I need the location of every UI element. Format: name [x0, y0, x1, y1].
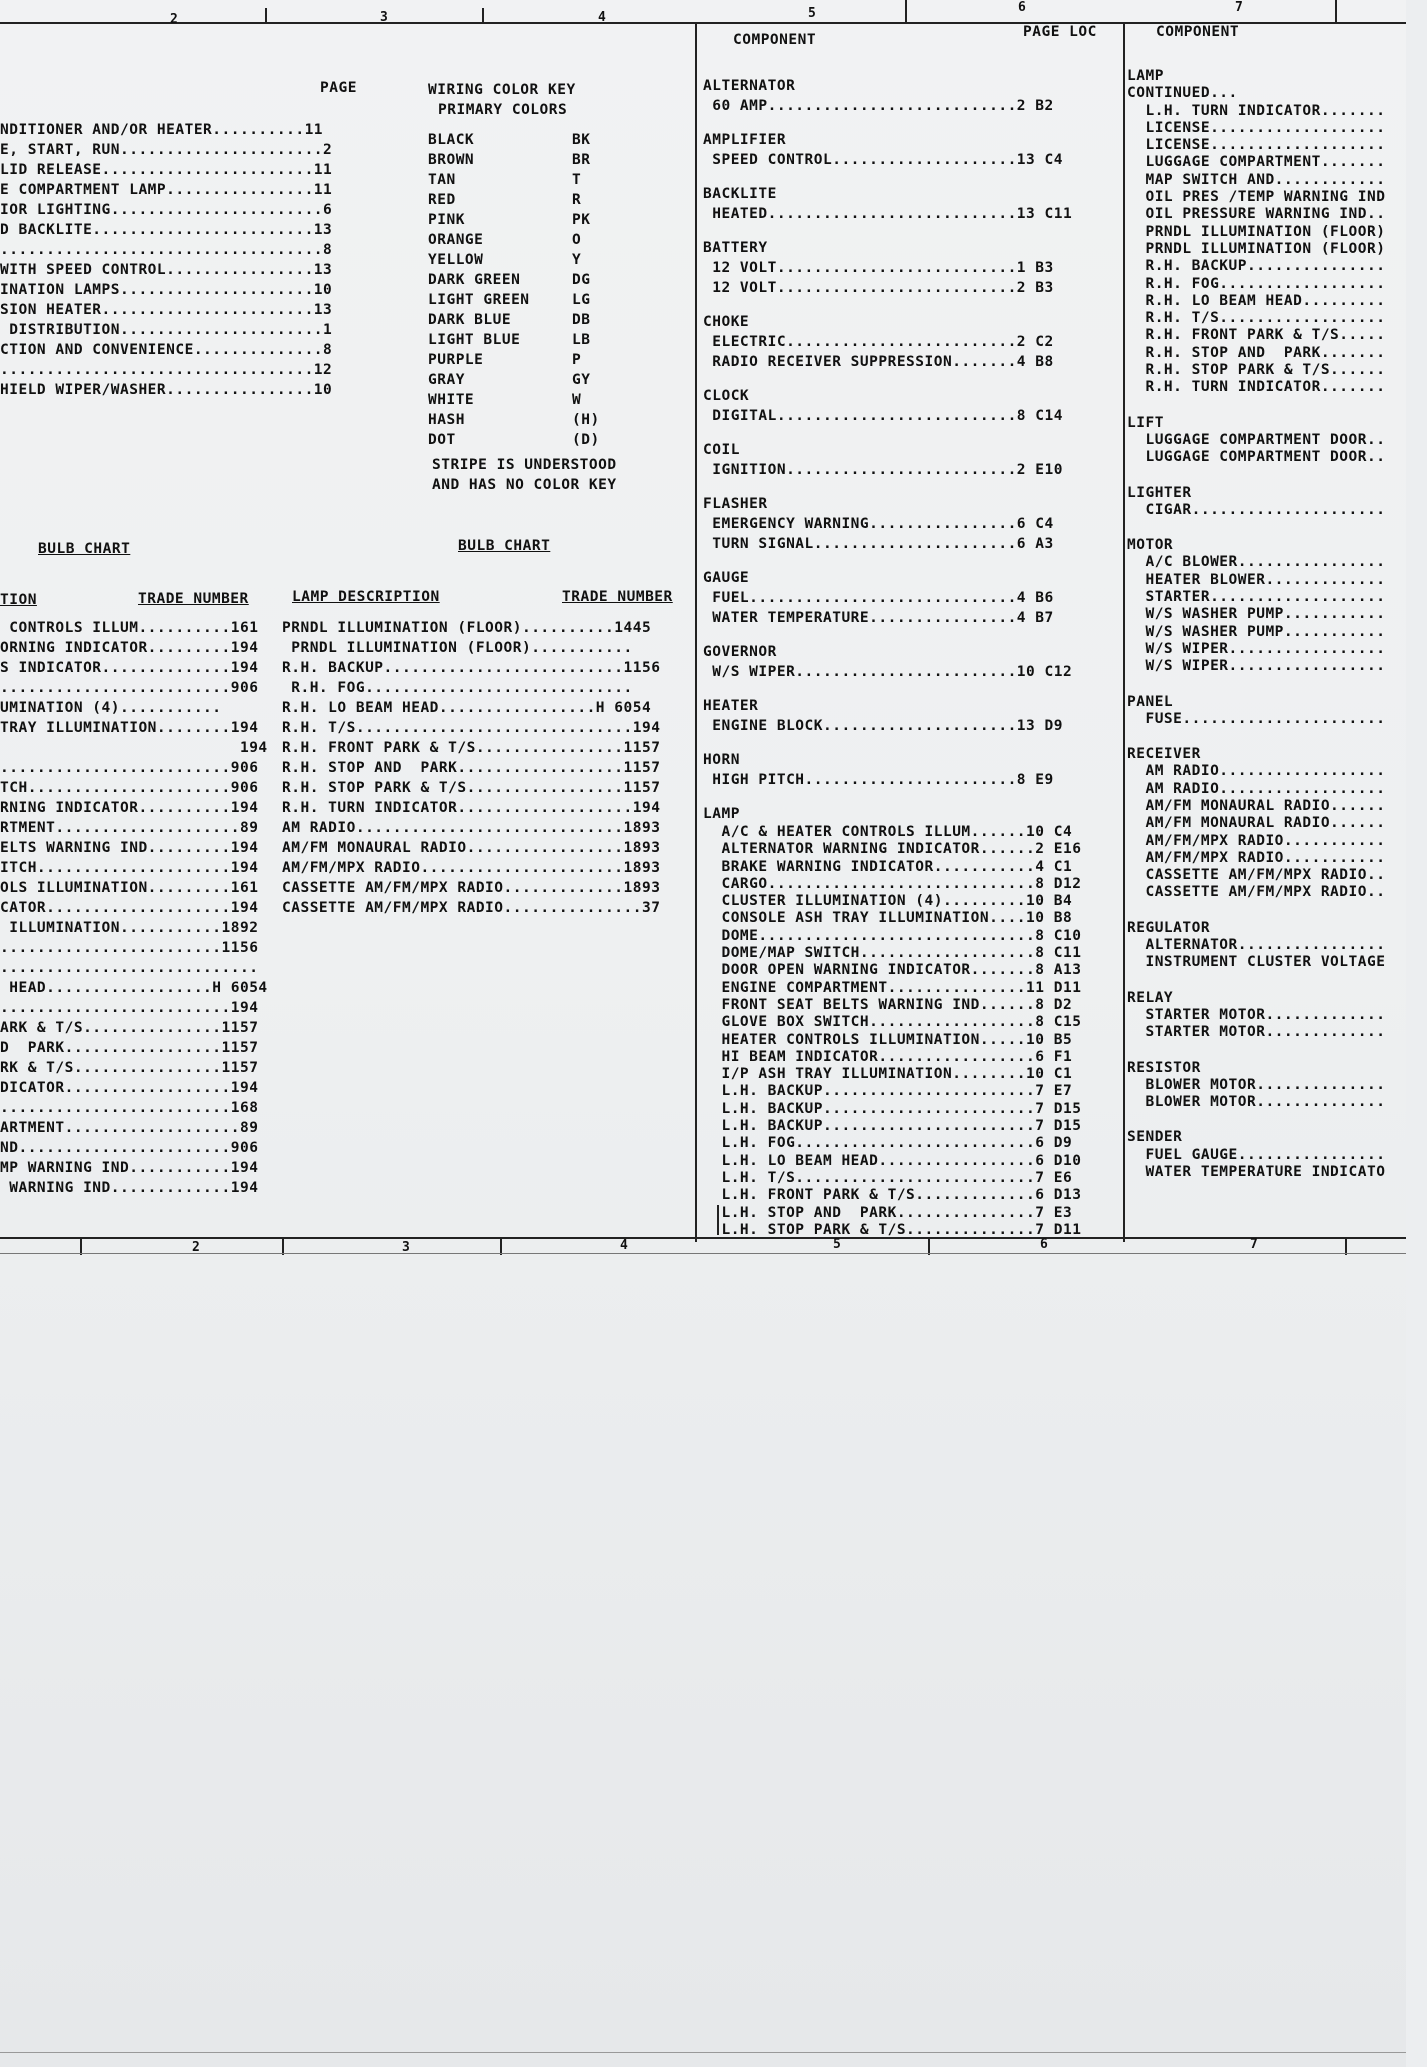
list-item: COIL	[703, 442, 740, 458]
list-item: LIFT	[1127, 414, 1164, 431]
color-code: (D)	[572, 432, 600, 448]
bottom-number: 4	[620, 1238, 628, 1253]
table-row: PRNDL ILLUMINATION (FLOOR)...........	[282, 640, 633, 656]
list-item: HEATER	[703, 698, 759, 714]
list-item: HEATER CONTROLS ILLUMINATION.....10 B5	[703, 1031, 1073, 1048]
list-item: HEATER BLOWER.............	[1127, 571, 1386, 588]
table-row: R.H. FRONT PARK & T/S................1157	[282, 740, 661, 756]
color-code: (H)	[572, 412, 600, 428]
list-item	[703, 554, 1133, 568]
color-code: P	[572, 352, 582, 368]
table-row: OLS ILLUMINATION.........161	[0, 880, 259, 896]
bulb-chart-header-description: LAMP DESCRIPTION	[292, 589, 440, 605]
component-index-rows	[703, 76, 1133, 1239]
bottom-line	[0, 1253, 1406, 1254]
table-row: AM/FM MONAURAL RADIO.................1893	[282, 840, 661, 856]
color-name: PINK	[428, 212, 465, 228]
list-item: 12 VOLT..........................2 B3	[703, 280, 1054, 296]
color-name: LIGHT BLUE	[428, 332, 521, 348]
color-key-title: WIRING COLOR KEY	[428, 82, 576, 98]
list-item	[1127, 1111, 1427, 1129]
color-code: T	[572, 172, 582, 188]
list-item: STARTER...................	[1127, 589, 1386, 606]
list-item: INSTRUMENT CLUSTER VOLTAGE	[1127, 954, 1386, 971]
list-item	[703, 170, 1133, 184]
table-row: .........................906	[0, 680, 259, 696]
bottom-number: 7	[1250, 1237, 1258, 1252]
list-item: W/S WIPER........................10 C12	[703, 664, 1073, 680]
list-item: R.H. FRONT PARK & T/S.....	[1127, 327, 1386, 344]
table-row: CASSETTE AM/FM/MPX RADIO.............1893	[282, 880, 661, 896]
table-row: ARTMENT...................89	[0, 1120, 259, 1136]
table-row: R.H. TURN INDICATOR...................194	[282, 800, 661, 816]
list-item: MOTOR	[1127, 537, 1174, 554]
list-item: CTION AND CONVENIENCE..............8	[0, 342, 333, 358]
list-item: PANEL	[1127, 693, 1174, 710]
color-code: DB	[572, 312, 591, 328]
list-item: ALTERNATOR	[703, 78, 796, 94]
list-item: L.H. FOG..........................6 D9	[703, 1135, 1073, 1152]
table-row: TCH......................906	[0, 780, 259, 796]
list-item: 12 VOLT..........................1 B3	[703, 260, 1054, 276]
list-item: L.H. T/S..........................7 E6	[703, 1169, 1073, 1186]
top-number: 3	[380, 10, 388, 25]
list-item	[703, 628, 1133, 642]
table-row: .........................168	[0, 1100, 259, 1116]
table-row: R.H. T/S..............................194	[282, 720, 661, 736]
list-item: SION HEATER.......................13	[0, 302, 333, 318]
list-item: RADIO RECEIVER SUPPRESSION.......4 B8	[703, 354, 1054, 370]
table-row: ND.......................906	[0, 1140, 259, 1156]
index-list	[0, 120, 350, 410]
color-code: LG	[572, 292, 591, 308]
table-row: ............................	[0, 960, 259, 976]
bottom-number: 6	[1040, 1237, 1048, 1252]
list-item: PRNDL ILLUMINATION (FLOOR)	[1127, 240, 1386, 257]
top-tick	[905, 0, 907, 24]
list-item	[703, 790, 1133, 804]
list-item: L.H. BACKUP.......................7 E7	[703, 1083, 1073, 1100]
list-item: ...................................8	[0, 242, 333, 258]
color-code: DG	[572, 272, 591, 288]
list-item: IOR LIGHTING.......................6	[0, 202, 333, 218]
list-item: AM RADIO..................	[1127, 763, 1386, 780]
table-row: RTMENT....................89	[0, 820, 259, 836]
list-item: DOME/MAP SWITCH...................8 C11	[703, 945, 1082, 962]
list-item: PRNDL ILLUMINATION (FLOOR)	[1127, 223, 1386, 240]
list-item: WITH SPEED CONTROL................13	[0, 262, 333, 278]
list-item: BLOWER MOTOR..............	[1127, 1094, 1386, 1111]
list-item: R.H. FOG..................	[1127, 275, 1386, 292]
list-item: D BACKLITE........................13	[0, 222, 333, 238]
color-name: DARK GREEN	[428, 272, 521, 288]
list-item: L.H. BACKUP.......................7 D15	[703, 1100, 1082, 1117]
index-list-items	[0, 120, 360, 400]
bulb-chart-2-row-stack	[282, 618, 702, 918]
list-item: LIGHTER	[1127, 484, 1192, 501]
table-row: AM/FM/MPX RADIO......................1893	[282, 860, 661, 876]
bulb-chart-title: BULB CHART	[458, 538, 551, 554]
component-header: COMPONENT	[1156, 24, 1240, 40]
bulb-chart-2-rows	[282, 618, 695, 928]
bulb-chart-1-row-stack	[0, 618, 290, 1198]
list-item: SPEED CONTROL....................13 C4	[703, 152, 1063, 168]
color-key-names	[428, 130, 530, 450]
list-item: CONTINUED...	[1127, 85, 1238, 102]
list-item	[1127, 467, 1427, 485]
list-item: DOOR OPEN WARNING INDICATOR.......8 A13	[703, 962, 1082, 979]
list-item: HEATED...........................13 C11	[703, 206, 1073, 222]
color-name: BROWN	[428, 152, 475, 168]
list-item	[703, 736, 1133, 750]
list-item	[703, 426, 1133, 440]
table-row: UMINATION (4)...........	[0, 700, 222, 716]
list-item: REGULATOR	[1127, 919, 1211, 936]
list-item	[703, 372, 1133, 386]
bottom-number: 2	[192, 1240, 200, 1255]
color-name: TAN	[428, 172, 456, 188]
list-item: W/S WIPER.................	[1127, 640, 1386, 657]
list-item: L.H. STOP PARK & T/S..............7 D11	[703, 1221, 1082, 1238]
list-item: CHOKE	[703, 314, 750, 330]
color-code: BR	[572, 152, 591, 168]
list-item: RECEIVER	[1127, 746, 1201, 763]
list-item: EMERGENCY WARNING................6 C4	[703, 516, 1054, 532]
bulb-chart-header-description: TION	[0, 592, 37, 608]
page-loc-header: PAGE LOC	[1023, 24, 1097, 40]
list-item: E, START, RUN......................2	[0, 142, 333, 158]
list-item: LAMP	[1127, 68, 1164, 84]
list-item	[1127, 902, 1427, 920]
table-row: R.H. BACKUP..........................1156	[282, 660, 661, 676]
list-item: R.H. STOP PARK & T/S......	[1127, 362, 1386, 379]
table-row: HEAD..................H 6054	[0, 980, 268, 996]
color-code: BK	[572, 132, 591, 148]
list-item: DISTRIBUTION......................1	[0, 322, 333, 338]
color-code: PK	[572, 212, 591, 228]
list-item: CONSOLE ASH TRAY ILLUMINATION....10 B8	[703, 910, 1073, 927]
bulb-chart-title: BULB CHART	[38, 541, 131, 557]
list-item: LICENSE...................	[1127, 137, 1386, 154]
list-item: HORN	[703, 752, 740, 768]
list-item: ALTERNATOR WARNING INDICATOR......2 E16	[703, 841, 1082, 858]
table-row: CASSETTE AM/FM/MPX RADIO...............37	[282, 900, 661, 916]
list-item: FLASHER	[703, 496, 768, 512]
list-item: A/C BLOWER................	[1127, 554, 1386, 571]
table-row: RK & T/S................1157	[0, 1060, 259, 1076]
color-name: HASH	[428, 412, 465, 428]
table-row: PRNDL ILLUMINATION (FLOOR)..........1445	[282, 620, 652, 636]
table-row: ORNING INDICATOR.........194	[0, 640, 259, 656]
color-name: RED	[428, 192, 456, 208]
table-row: CONTROLS ILLUM..........161	[0, 620, 259, 636]
list-item: LUGGAGE COMPARTMENT DOOR..	[1127, 449, 1386, 466]
list-item: WATER TEMPERATURE................4 B7	[703, 610, 1054, 626]
list-item	[1127, 519, 1427, 537]
table-row: D PARK.................1157	[0, 1040, 259, 1056]
list-item: LUGGAGE COMPARTMENT.......	[1127, 154, 1386, 171]
list-item: CASSETTE AM/FM/MPX RADIO..	[1127, 867, 1386, 884]
bottom-number: 5	[833, 1237, 841, 1252]
page-bottom-edge	[0, 2052, 1406, 2053]
blank-page-area	[0, 1256, 1406, 2036]
list-item: OIL PRESSURE WARNING IND..	[1127, 206, 1386, 223]
list-item: R.H. LO BEAM HEAD.........	[1127, 292, 1386, 309]
component-index-continued	[1127, 68, 1406, 1218]
list-item: SENDER	[1127, 1129, 1183, 1146]
color-name: ORANGE	[428, 232, 484, 248]
table-row: 194	[0, 740, 268, 756]
list-item: LICENSE...................	[1127, 119, 1386, 136]
list-item: GAUGE	[703, 570, 750, 586]
top-number: 6	[1018, 0, 1026, 15]
index-page-header: PAGE	[320, 80, 357, 96]
list-item: AM RADIO..................	[1127, 780, 1386, 797]
list-item: R.H. TURN INDICATOR.......	[1127, 379, 1386, 396]
table-row: R.H. STOP AND PARK..................1157	[282, 760, 661, 776]
color-name: GRAY	[428, 372, 465, 388]
top-number: 5	[808, 6, 816, 21]
list-item: CASSETTE AM/FM/MPX RADIO..	[1127, 884, 1386, 901]
list-item: AM/FM MONAURAL RADIO......	[1127, 797, 1386, 814]
top-tick	[1335, 0, 1337, 24]
bulb-chart-header-trade-number: TRADE NUMBER	[138, 591, 249, 607]
list-item: CLUSTER ILLUMINATION (4).........10 B4	[703, 893, 1073, 910]
table-row: R.H. LO BEAM HEAD.................H 6054	[282, 700, 652, 716]
list-item: BLOWER MOTOR..............	[1127, 1076, 1386, 1093]
list-item: L.H. STOP AND PARK...............7 E3	[703, 1204, 1073, 1221]
table-row: ARK & T/S...............1157	[0, 1020, 259, 1036]
list-item: STARTER MOTOR.............	[1127, 1006, 1386, 1023]
color-key-codes	[572, 130, 600, 450]
list-item: AM/FM/MPX RADIO...........	[1127, 832, 1386, 849]
list-item: W/S WASHER PUMP...........	[1127, 606, 1386, 623]
table-row: ........................1156	[0, 940, 259, 956]
list-item: W/S WASHER PUMP...........	[1127, 623, 1386, 640]
list-item: GLOVE BOX SWITCH..................8 C15	[703, 1014, 1082, 1031]
list-item: L.H. BACKUP.......................7 D15	[703, 1118, 1082, 1135]
list-item: FRONT SEAT BELTS WARNING IND......8 D2	[703, 996, 1073, 1013]
list-item: R.H. BACKUP...............	[1127, 258, 1386, 275]
top-tick	[265, 8, 267, 24]
list-item: FUEL.............................4 B6	[703, 590, 1054, 606]
table-row: .........................194	[0, 1000, 259, 1016]
list-item	[1127, 397, 1427, 415]
table-row: S INDICATOR..............194	[0, 660, 259, 676]
list-item: CARGO.............................8 D12	[703, 875, 1082, 892]
table-row: DICATOR..................194	[0, 1080, 259, 1096]
table-row: .........................906	[0, 760, 259, 776]
color-name: WHITE	[428, 392, 475, 408]
list-item: IGNITION.........................2 E10	[703, 462, 1063, 478]
table-row: AM RADIO.............................1893	[282, 820, 661, 836]
list-item: HIELD WIPER/WASHER................10	[0, 382, 333, 398]
table-row: WARNING IND.............194	[0, 1180, 259, 1196]
list-item: L.H. LO BEAM HEAD.................6 D10	[703, 1152, 1082, 1169]
list-item: AM/FM MONAURAL RADIO......	[1127, 815, 1386, 832]
color-name: BLACK	[428, 132, 475, 148]
color-name: DARK BLUE	[428, 312, 512, 328]
list-item: DIGITAL..........................8 C14	[703, 408, 1063, 424]
table-row: R.H. FOG.............................	[282, 680, 633, 696]
list-item: ..................................12	[0, 362, 333, 378]
color-code: R	[572, 192, 582, 208]
table-row: TRAY ILLUMINATION........194	[0, 720, 259, 736]
list-item: TURN SIGNAL......................6 A3	[703, 536, 1054, 552]
list-item: W/S WIPER.................	[1127, 658, 1386, 675]
color-name: LIGHT GREEN	[428, 292, 530, 308]
list-item: I/P ASH TRAY ILLUMINATION........10 C1	[703, 1066, 1073, 1083]
list-item	[703, 116, 1133, 130]
color-code: LB	[572, 332, 591, 348]
bottom-number: 3	[402, 1240, 410, 1255]
list-item: FUEL GAUGE................	[1127, 1146, 1386, 1163]
list-item: HIGH PITCH.......................8 E9	[703, 772, 1054, 788]
list-item: STARTER MOTOR.............	[1127, 1024, 1386, 1041]
color-code: O	[572, 232, 582, 248]
list-item: INATION LAMPS.....................10	[0, 282, 333, 298]
list-item	[1127, 676, 1427, 694]
table-row: ILLUMINATION...........1892	[0, 920, 259, 936]
list-item: ENGINE BLOCK.....................13 D9	[703, 718, 1063, 734]
list-item: HI BEAM INDICATOR.................6 F1	[703, 1048, 1073, 1065]
list-item: AM/FM/MPX RADIO...........	[1127, 849, 1386, 866]
list-item: RELAY	[1127, 989, 1174, 1006]
color-code: Y	[572, 252, 582, 268]
list-item	[1127, 728, 1427, 746]
list-item: LID RELEASE.......................11	[0, 162, 333, 178]
table-row: R.H. STOP PARK & T/S.................1157	[282, 780, 661, 796]
list-item: L.H. TURN INDICATOR.......	[1127, 102, 1386, 119]
list-item: L.H. FRONT PARK & T/S.............6 D13	[703, 1187, 1082, 1204]
list-item: OIL PRES /TEMP WARNING IND	[1127, 189, 1386, 206]
list-item: BATTERY	[703, 240, 768, 256]
color-name: PURPLE	[428, 352, 484, 368]
color-name: DOT	[428, 432, 456, 448]
list-item: A/C & HEATER CONTROLS ILLUM......10 C4	[703, 824, 1073, 840]
table-row: CATOR....................194	[0, 900, 259, 916]
component-header: COMPONENT	[733, 32, 817, 48]
bulb-chart-1-rows	[0, 618, 275, 1203]
color-code: W	[572, 392, 582, 408]
color-key-note: AND HAS NO COLOR KEY	[432, 477, 617, 493]
component-index	[703, 76, 1121, 1238]
list-item: BACKLITE	[703, 186, 777, 202]
list-item: DOME..............................8 C10	[703, 927, 1082, 944]
list-item: 60 AMP...........................2 B2	[703, 98, 1054, 114]
color-code: GY	[572, 372, 591, 388]
list-item: ENGINE COMPARTMENT...............11 D11	[703, 979, 1082, 996]
list-item: ELECTRIC.........................2 C2	[703, 334, 1054, 350]
list-item: BRAKE WARNING INDICATOR...........4 C1	[703, 858, 1073, 875]
list-item: R.H. T/S..................	[1127, 310, 1386, 327]
top-number: 4	[598, 10, 606, 25]
list-item	[703, 480, 1133, 494]
list-item	[703, 224, 1133, 238]
list-item: E COMPARTMENT LAMP................11	[0, 182, 333, 198]
table-row: ITCH.....................194	[0, 860, 259, 876]
list-item: GOVERNOR	[703, 644, 777, 660]
list-item: FUSE......................	[1127, 710, 1386, 727]
table-row: ELTS WARNING IND.........194	[0, 840, 259, 856]
list-item: WATER TEMPERATURE INDICATO	[1127, 1164, 1386, 1181]
list-item: R.H. STOP AND PARK.......	[1127, 344, 1386, 361]
list-item	[703, 298, 1133, 312]
list-item: NDITIONER AND/OR HEATER..........11	[0, 122, 324, 138]
color-key-subtitle: PRIMARY COLORS	[438, 102, 568, 118]
top-number: 7	[1235, 0, 1243, 15]
list-item: AMPLIFIER	[703, 132, 787, 148]
list-item	[1127, 1042, 1427, 1060]
component-index-continued-rows	[1127, 68, 1427, 1181]
list-item	[703, 682, 1133, 696]
list-item: CLOCK	[703, 388, 750, 404]
top-tick	[482, 8, 484, 24]
list-item: MAP SWITCH AND............	[1127, 171, 1386, 188]
table-row: MP WARNING IND...........194	[0, 1160, 259, 1176]
color-key-note: STRIPE IS UNDERSTOOD	[432, 457, 617, 473]
top-number: 2	[170, 12, 178, 27]
color-name: YELLOW	[428, 252, 484, 268]
list-item	[1127, 972, 1427, 990]
list-item: ALTERNATOR................	[1127, 937, 1386, 954]
list-item: LAMP	[703, 806, 740, 822]
list-item: RESISTOR	[1127, 1059, 1201, 1076]
bulb-chart-header-trade-number: TRADE NUMBER	[562, 589, 673, 605]
list-item: CIGAR.....................	[1127, 501, 1386, 518]
table-row: RNING INDICATOR..........194	[0, 800, 259, 816]
list-item: LUGGAGE COMPARTMENT DOOR..	[1127, 431, 1386, 448]
